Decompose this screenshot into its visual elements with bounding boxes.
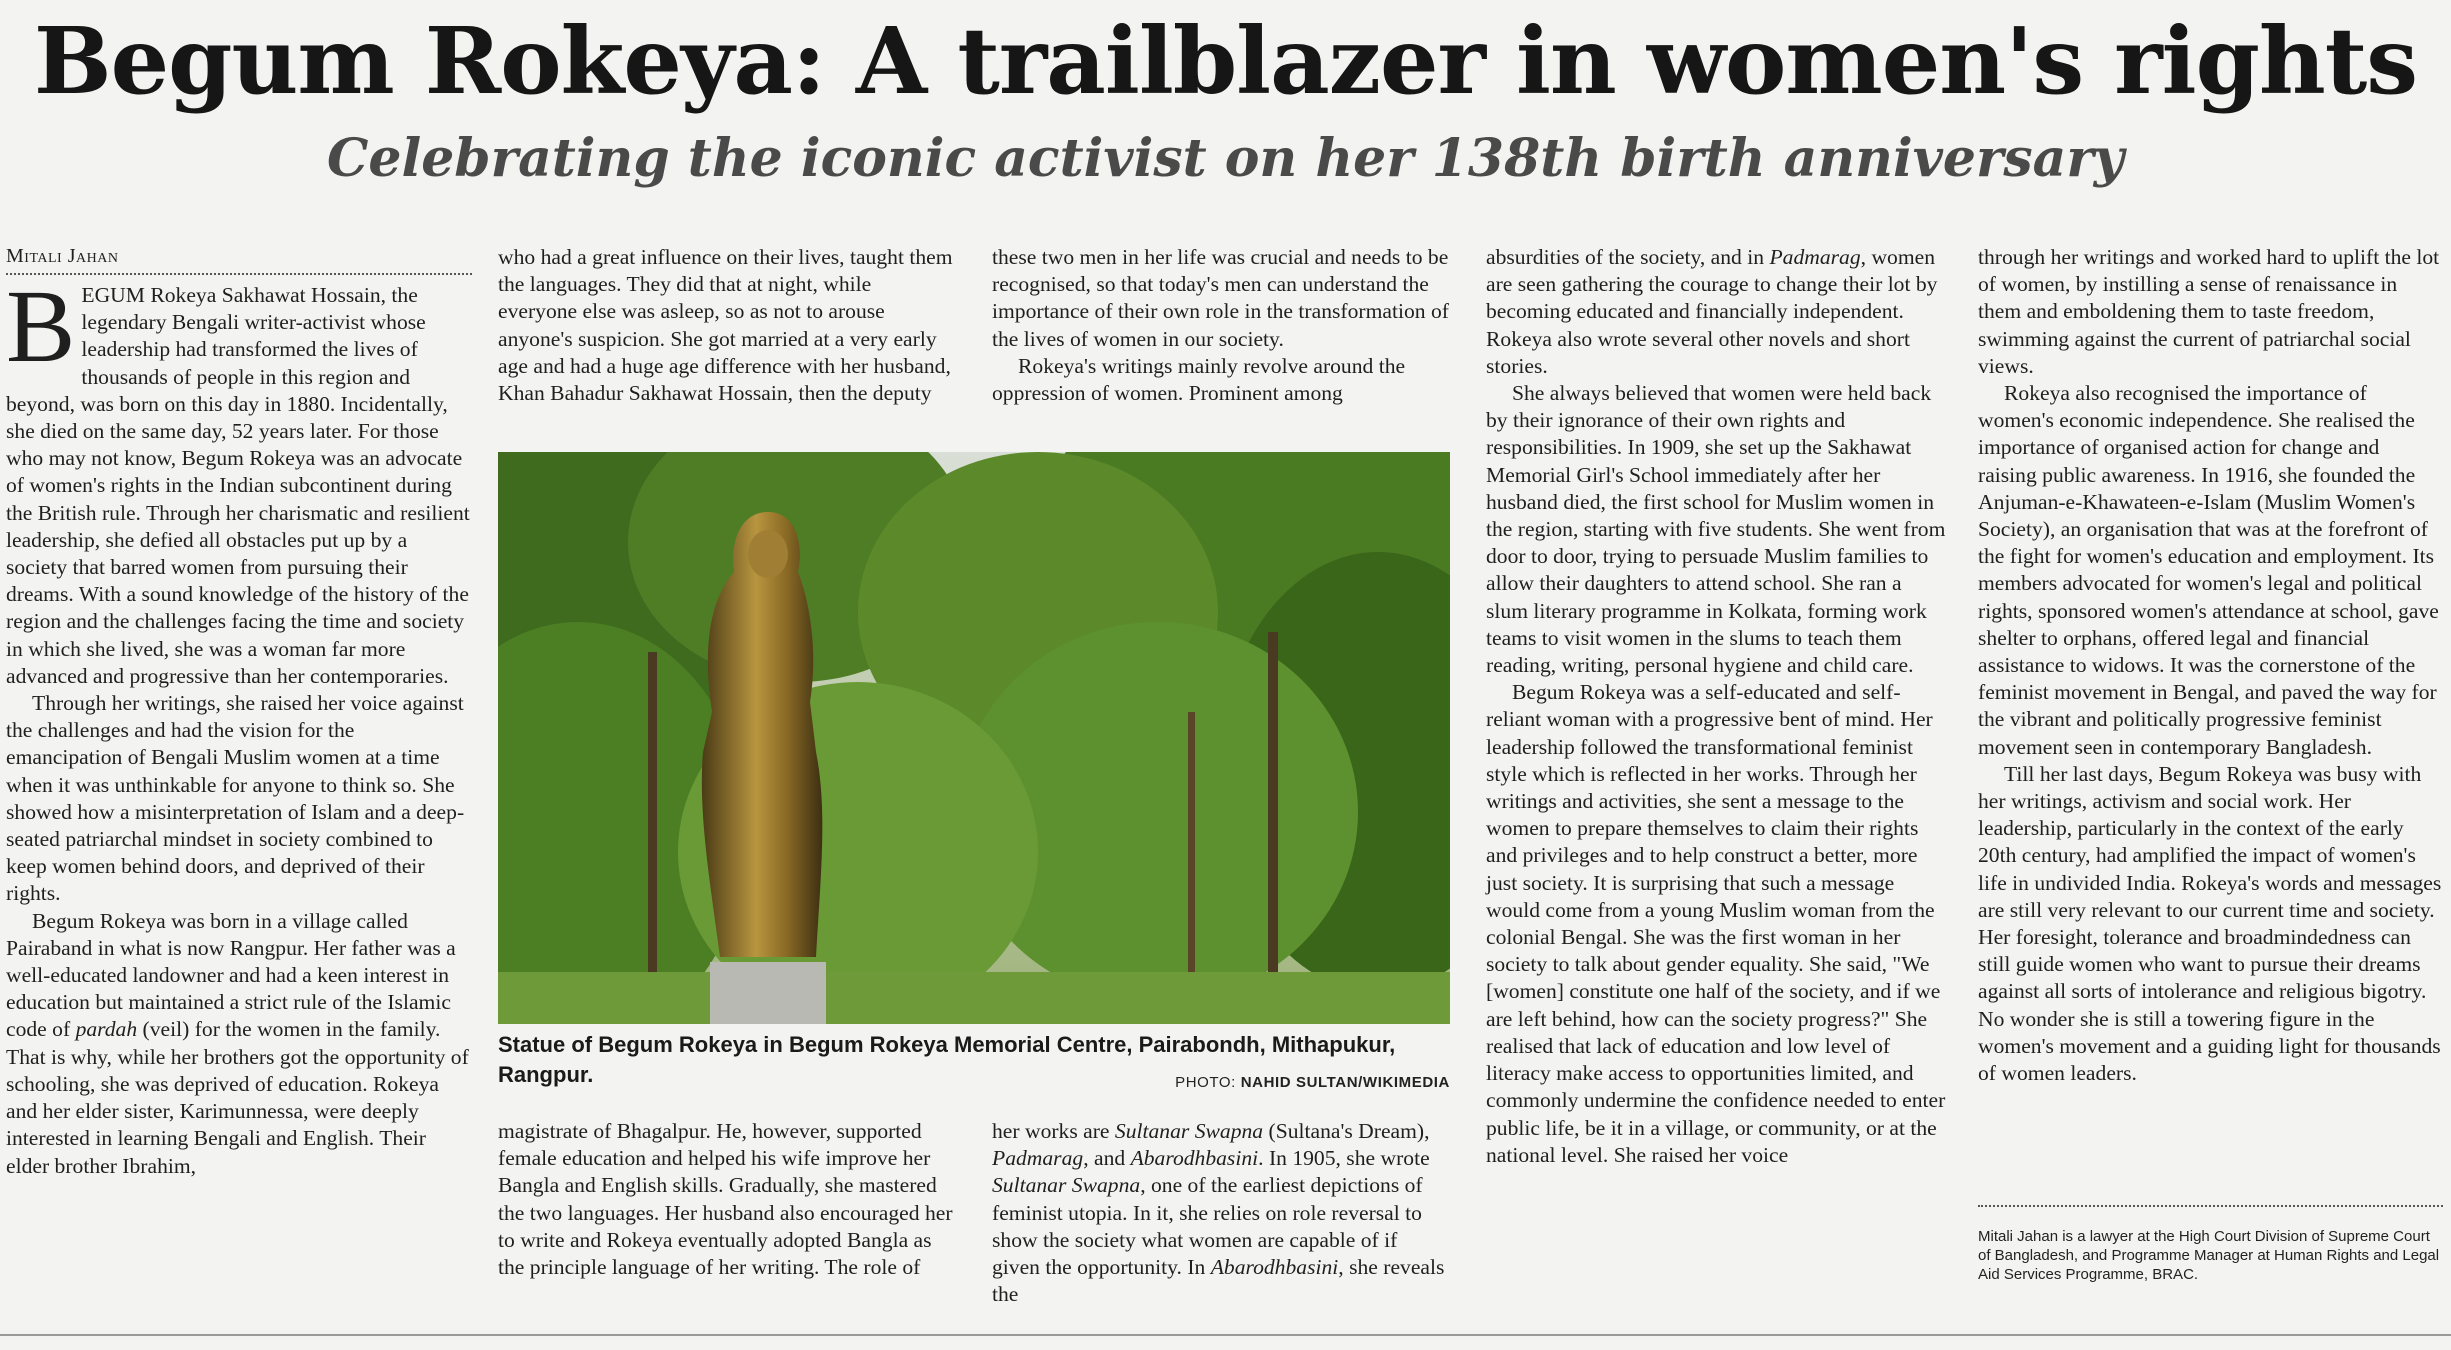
paragraph-text: EGUM Rokeya Sakhawat Hossain, the legendary Bengali writer-activist whose leadership had transformed the lives of thousands of people in this region and beyond, was born on this day in 1880. Incidentally, she died on the same day, 52 years later. For those who may not know, Begum Rokeya was an advocate of women's rights in the Indian subcontinent during the British rule. Through her charismatic and resilient leadership, she defied all obstacles put up by a society that barred women from pursuing their dreams. With a sound knowledge of the history of the region and the challenges facing the time and society in which she lived, she was a woman far more advanced and progressive than her contemporaries. (6, 283, 470, 688)
article-column-2-bottom (498, 1118, 954, 1281)
paragraph: through her writings and worked hard to uplift the lot of women, by instilling a sense of renaissance in them and emboldening them to taste freedom, swimming against the current of patriarchal social views. (1978, 245, 2440, 378)
paragraph-text: , women are seen gathering the courage to change their lot by becoming educated and financially independent. Rokeya also wrote several other novels and short stories. (1486, 245, 1938, 378)
article-column-5 (1978, 244, 2443, 1087)
statue-photo (498, 452, 1450, 1024)
subheadline: Celebrating the iconic activist on her 138th birth anniversary (327, 128, 2124, 189)
paragraph: She always believed that women were held back by their ignorance of their own rights and responsibilities. In 1909, she set up the Sakhawat Memorial Girl's School immediately after her husband died, the first school for Muslim women in the region, starting with five students. She went from door to door, trying to persuade Muslim families to allow their daughters to attend school. She ran a slum literary programme in Kolkata, forming work teams to visit women in the slums to teach them reading, writing, personal hygiene and child care. (1486, 381, 1946, 678)
photo-caption: Statue of Begum Rokeya in Begum Rokeya Memorial Centre, Pairabondh, Mithapukur, Rangpur. (498, 1032, 1396, 1087)
photo-credit-label: PHOTO: (1175, 1074, 1241, 1091)
headline: Begum Rokeya: A trailblazer in women's rights (33, 7, 2418, 115)
article-column-3-bottom (992, 1118, 1450, 1308)
paragraph-text: absurdities of the society, and in (1486, 245, 1770, 269)
article-column-4 (1486, 244, 1948, 1169)
drop-cap: B (6, 269, 76, 384)
paragraph: Rokeya's writings mainly revolve around the oppression of women. Prominent among (992, 353, 1406, 406)
paragraph-text: (Sultana's Dream), (1263, 1119, 1430, 1143)
paragraph: Through her writings, she raised her voice against the challenges and had the vision for the emancipation of Bengali Muslim women at a time when it was unthinkable for anyone to think so. She showed how a misinterpretation of Islam and a deep-seated patriarchal mindset in society combined to keep women behind doors, and deprived of their rights. (6, 691, 465, 906)
emphasis: Padmarag (1769, 245, 1861, 269)
article-column-3-top (992, 244, 1450, 407)
author-bio: Mitali Jahan is a lawyer at the High Court Division of Supreme Court of Bangladesh, and Programme Manager at Human Rights and Legal Aid Services Programme, BRAC. (1978, 1205, 2443, 1284)
emphasis: Sultanar Swapna (992, 1173, 1141, 1198)
paragraph-text: . In 1905, she wrote (1258, 1146, 1430, 1171)
bottom-divider (0, 1334, 2451, 1336)
byline: Mitali Jahan (6, 244, 472, 275)
photo-credit-name: NAHID SULTAN/WIKIMEDIA (1240, 1074, 1450, 1091)
paragraph (1486, 244, 1948, 380)
paragraph-text: her works are (992, 1119, 1115, 1143)
paragraph-text: Begum Rokeya was born in a village called Pairaband in what is now Rangpur. Her father was a well-educated landowner and had a keen interest in education but maintained a strict rule of the Islamic code of (6, 908, 456, 1042)
emphasis: Abarodhbasini (1210, 1255, 1339, 1280)
paragraph: who had a great influence on their lives, taught them the languages. They did that at night, while everyone else was asleep, so as not to arouse anyone's suspicion. She got married at a very early age and had a huge age difference with her husband, Khan Bahadur Sakhawat Hossain, then the deputy (498, 245, 953, 406)
paragraph: Till her last days, Begum Rokeya was busy with her writings, activism and social work. Her leadership, particularly in the context of the early 20th century, had amplified the impact of women's life in undivided India. Rokeya's words and messages are still very relevant to our current time and society. Her foresight, tolerance and broadmindedness can still guide women who want to pursue their dreams against all sorts of intolerance and religious bigotry. No wonder she is still a towering figure in the women's movement and a guiding light for thousands of women leaders. (1978, 761, 2442, 1086)
paragraph: Rokeya also recognised the importance of women's economic independence. She realised the importance of organised action for change and raising public awareness. In 1916, she founded the Anjuman-e-Khawateen-e-Islam (Muslim Women's Society), an organisation that was at the forefront of the fight for women's education and employment. Its members advocated for women's legal and political rights, sponsored women's attendance at school, gave shelter to orphans, offered legal and financial assistance to widows. It was the cornerstone of the feminist movement in Bengal, and paved the way for the vibrant and politically progressive feminist movement seen in contemporary Bangladesh. (1978, 381, 2439, 759)
paragraph-text: , one of the earliest depictions of feminist utopia. In it, she relies on role reversal to show the society what women are capable of if given the opportunity. In (992, 1173, 1423, 1280)
statue-photo-illustration (498, 452, 1450, 1024)
paragraph (6, 908, 472, 1180)
paragraph: these two men in her life was crucial and needs to be recognised, so that today's men can understand the importance of their own role in the transformation of the lives of women in our society. (992, 245, 1449, 351)
paragraph: magistrate of Bhagalpur. He, however, supported female education and helped his wife improve her Bangla and English skills. Gradually, she mastered the two languages. Her husband also encouraged her to write and Rokeya eventually adopted Bangla as the principle language of her writing. The role of (498, 1119, 953, 1280)
paragraph-text: , she reveals the (992, 1255, 1445, 1307)
paragraph: Begum Rokeya was a self-educated and self-reliant woman with a progressive bent of mind. Her leadership followed the transformational feminist style which is reflected in her works. Through her writings and activities, she sent a message to the women to prepare themselves to claim their rights and privileges and to help construct a better, more just society. It is surprising that such a message would come from a young Muslim woman from the colonial Bengal. She was the first woman in her society to talk about gender equality. She said, "We [women] constitute one half of the society, and if we are left behind, how can the society progress?" She realised that lack of education and low level of literacy make access to opportunities limited, and commonly undermine the confidence needed to enter public life, be it in a village, or community, or at the national level. She raised her voice (1486, 680, 1946, 1167)
article-column-1 (6, 244, 472, 1180)
photo-credit (1175, 1074, 1450, 1091)
emphasis: Abarodhbasini (1130, 1146, 1259, 1171)
paragraph (992, 1118, 1450, 1308)
paragraph (6, 269, 472, 690)
paragraph-text: (veil) for the women in the family. That is why, while her brothers got the opportunity of schooling, she was deprived of education. Rokeya and her elder sister, Karimunnessa, were deeply interested in learning Bengali and English. Their elder brother Ibrahim, (6, 1017, 469, 1178)
emphasis: Padmarag (992, 1146, 1084, 1171)
paragraph-text: , and (1083, 1146, 1131, 1171)
emphasis: Sultanar Swapna (1114, 1119, 1264, 1143)
emphasis: pardah (75, 1017, 138, 1042)
article-column-2-top (498, 244, 954, 407)
